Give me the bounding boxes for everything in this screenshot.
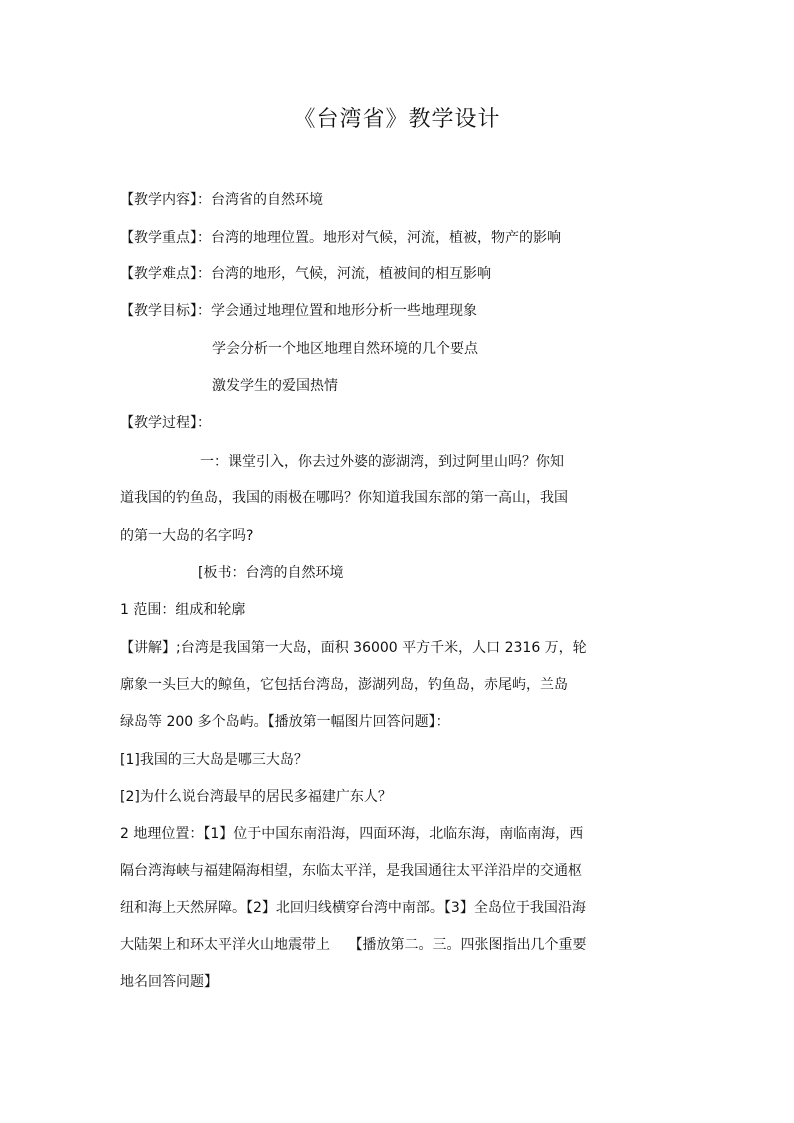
- teaching-goal-line: 【教学目标】：学会通过地理位置和地形分析一些地理现象: [120, 303, 477, 319]
- intro-paragraph-line-2: 道我国的钓鱼岛，我国的雨极在哪吗？你知道我国东部的第一高山，我国: [120, 490, 568, 506]
- question-2-line: [2]为什么说台湾最早的居民多福建广东人？: [120, 789, 392, 805]
- teaching-goal-line-3: 激发学生的爱国热情: [212, 378, 338, 394]
- location-paragraph-line-2: 隔台湾海峡与福建隔海相望，东临太平洋，是我国通往太平洋沿岸的交通枢: [120, 863, 582, 879]
- lecture-paragraph-line-2: 廓象一头巨大的鲸鱼，它包括台湾岛，澎湖列岛，钓鱼岛，赤尾屿，兰岛: [120, 677, 568, 693]
- teaching-focus-line: 【教学重点】：台湾的地理位置。地形对气候，河流，植被，物产的影响: [120, 230, 561, 246]
- board-note-line: [板书：台湾的自然环境: [198, 565, 344, 581]
- document-title: 《台湾省》教学设计: [293, 107, 501, 132]
- teaching-content-line: 【教学内容】：台湾省的自然环境: [120, 192, 323, 208]
- scope-heading-line: 1 范围：组成和轮廓: [120, 602, 246, 618]
- question-1-line: [1]我国的三大岛是哪三大岛？: [120, 752, 308, 768]
- teaching-goal-line-2: 学会分析一个地区地理自然环境的几个要点: [212, 341, 478, 357]
- intro-paragraph-line-1: 一：课堂引入，你去过外婆的澎湖湾，到过阿里山吗？你知: [200, 454, 564, 470]
- location-paragraph-line-1: 2 地理位置：【1】位于中国东南沿海，四面环海，北临东海，南临南海，西: [120, 826, 584, 842]
- location-paragraph-line-5: 地名回答问题】: [120, 974, 218, 990]
- location-paragraph-line-4: 大陆架上和环太平洋火山地震带上 【播放第二。三。四张图指出几个重要: [120, 937, 587, 953]
- location-paragraph-line-3: 纽和海上天然屏障。【2】北回归线横穿台湾中南部。【3】全岛位于我国沿海: [120, 900, 586, 916]
- lecture-paragraph-line-3: 绿岛等 200 多个岛屿。【播放第一幅图片回答问题】：: [120, 714, 450, 730]
- teaching-difficulty-line: 【教学难点】：台湾的地形，气候，河流，植被间的相互影响: [120, 266, 491, 282]
- intro-paragraph-line-3: 的第一大岛的名字吗?: [120, 528, 254, 544]
- lecture-paragraph-line-1: 【讲解】;台湾是我国第一大岛，面积 36000 平方千米，人口 2316 万，轮: [120, 640, 587, 656]
- teaching-process-heading: 【教学过程】：: [120, 415, 211, 431]
